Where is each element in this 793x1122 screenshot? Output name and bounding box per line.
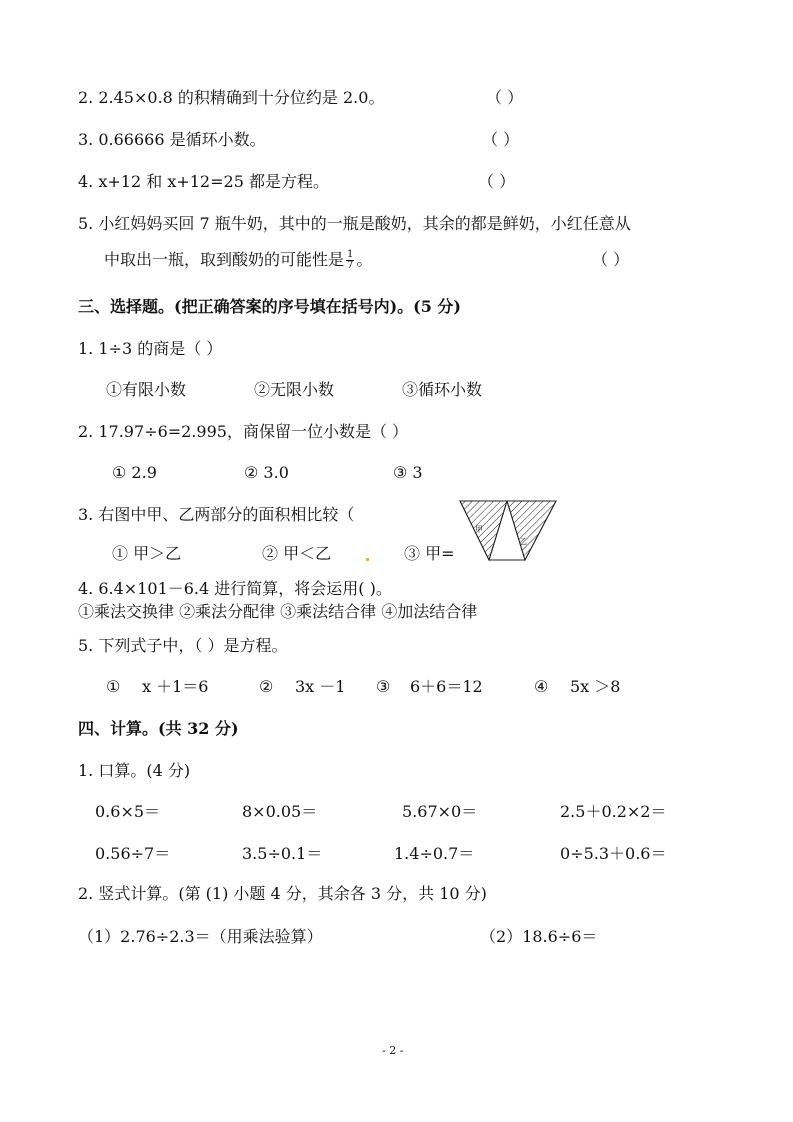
fraction-numerator: 1	[347, 249, 354, 260]
judge-item-5-line1: 5. 小红妈妈买回 7 瓶牛奶，其中的一瓶是酸奶，其余的都是鲜奶，小红任意从	[78, 214, 631, 233]
choice-q3: 3. 右图中甲、乙两部分的面积相比较（	[78, 505, 355, 524]
choice-q3-opt2: ② 甲＜乙	[262, 544, 332, 563]
fraction	[346, 250, 354, 271]
judge-item-3: 3. 0.66666 是循环小数。	[78, 130, 266, 149]
oral-item: 0.6×5＝	[95, 802, 161, 821]
stray-mark	[366, 558, 369, 561]
choice-q5-opt4: 5x ＞8	[570, 677, 621, 696]
choice-q1-opt3: ③循环小数	[402, 380, 483, 399]
fraction-denominator: 7	[347, 260, 354, 271]
choice-q2-opt3: ③ 3	[393, 463, 423, 482]
choice-q4-options: ①乘法交换律 ②乘法分配律 ③乘法结合律 ④加法结合律	[78, 602, 478, 621]
vertical-calc-1: （1）2.76÷2.3＝（用乘法验算）	[78, 927, 323, 946]
oral-item: 0÷5.3＋0.6＝	[560, 844, 667, 863]
judge-item-5-line2	[104, 250, 372, 271]
label-yi: 乙	[519, 537, 527, 546]
choice-q2-opt1: ① 2.9	[112, 463, 157, 482]
choice-q2-opt2: ② 3.0	[244, 463, 289, 482]
oral-item: 0.56÷7＝	[95, 844, 171, 863]
oral-item: 5.67×0＝	[402, 802, 478, 821]
choice-q1-opt2: ②无限小数	[254, 380, 335, 399]
region-yi	[507, 501, 556, 560]
judge-item-4: 4. x+12 和 x+12=25 都是方程。	[78, 172, 329, 191]
section-3-heading: 三、选择题。(把正确答案的序号填在括号内)。(5 分)	[78, 297, 461, 316]
judge-item-2: 2. 2.45×0.8 的积精确到十分位约是 2.0。	[78, 88, 385, 107]
choice-q2: 2. 17.97÷6=2.995，商保留一位小数是（ ）	[78, 422, 409, 441]
choice-q5: 5. 下列式子中，（ ）是方程。	[78, 636, 288, 655]
oral-calc-heading: 1. 口算。(4 分)	[78, 761, 191, 780]
choice-q5-mark3: ③	[376, 677, 391, 696]
judge-item-5-text: 中取出一瓶，取到酸奶的可能性是	[104, 250, 345, 269]
vertical-calc-heading: 2. 竖式计算。(第 (1) 小题 4 分，其余各 3 分，共 10 分)	[78, 884, 487, 903]
choice-q5-mark1: ①	[106, 677, 121, 696]
choice-q3-opt1: ① 甲＞乙	[112, 544, 182, 563]
answer-paren: （ ）	[482, 130, 520, 149]
region-jia	[460, 501, 507, 560]
oral-item: 1.4÷0.7＝	[394, 844, 475, 863]
choice-q5-opt2: 3x －1	[295, 677, 346, 696]
oral-item: 2.5＋0.2×2＝	[560, 802, 667, 821]
choice-q5-opt3: 6＋6＝12	[410, 677, 483, 696]
vertical-calc-2: （2）18.6÷6＝	[480, 927, 598, 946]
oral-item: 8×0.05＝	[242, 802, 318, 821]
answer-paren: （ ）	[478, 172, 516, 191]
choice-q5-opt1: x ＋1＝6	[142, 677, 209, 696]
choice-q5-mark2: ②	[259, 677, 274, 696]
area-comparison-figure	[459, 500, 557, 562]
choice-q4: 4. 6.4×101－6.4 进行简算，将会运用( )。	[78, 579, 392, 598]
choice-q1-opt1: ①有限小数	[106, 380, 187, 399]
judge-item-5-end: 。	[356, 250, 373, 269]
answer-paren: （ ）	[486, 88, 524, 107]
oral-item: 3.5÷0.1＝	[242, 844, 323, 863]
page-number: - 2 -	[382, 1044, 404, 1057]
label-jia: 甲	[475, 525, 483, 534]
choice-q3-opt3: ③ 甲=	[404, 544, 455, 563]
answer-paren: （ ）	[592, 250, 630, 269]
choice-q5-mark4: ④	[534, 677, 549, 696]
choice-q1: 1. 1÷3 的商是（ ）	[78, 339, 223, 358]
section-4-heading: 四、计算。(共 32 分)	[78, 719, 239, 738]
